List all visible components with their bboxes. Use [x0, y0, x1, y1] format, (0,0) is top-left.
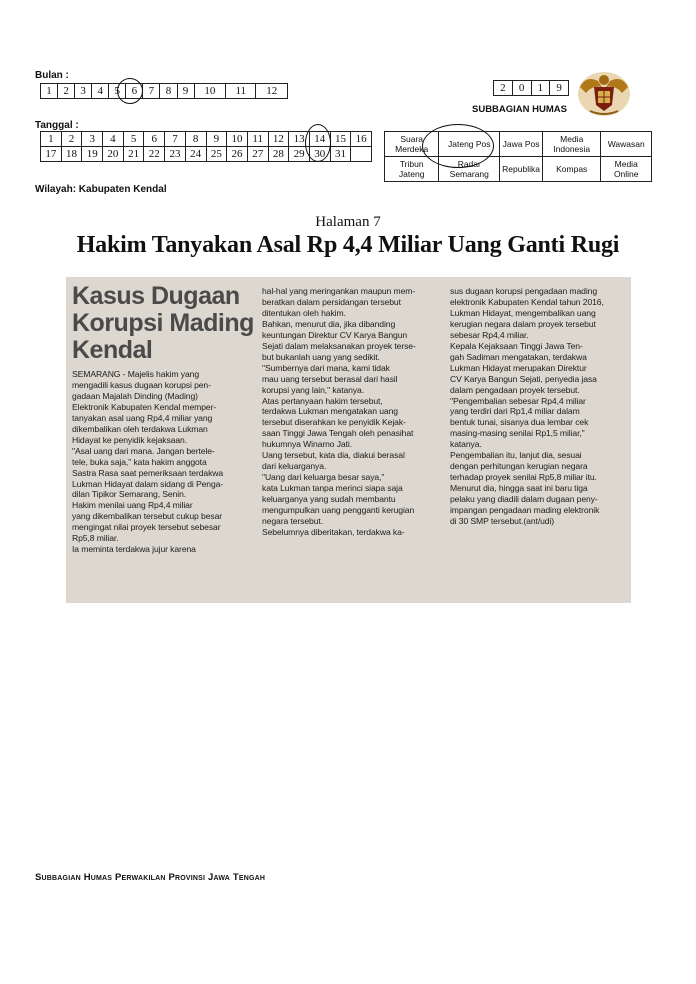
date-cell: 13	[289, 132, 310, 147]
month-table	[40, 83, 288, 99]
date-cell: 22	[144, 147, 165, 162]
clipping-text-line: mau uang tersebut berasal dari hasil	[262, 373, 398, 384]
clipping-text-line: beratkan dalam persidangan tersebut	[262, 296, 401, 307]
selected-month-circle	[117, 78, 143, 104]
date-cell: 31	[330, 147, 351, 162]
newspaper-cell: Republika	[500, 157, 543, 182]
headline-line: Kasus Dugaan	[72, 282, 240, 310]
date-cell: 7	[165, 132, 186, 147]
clipping-text-line: tele, buka saja," kata hakim anggota	[72, 456, 207, 467]
clipping-text-line: mengumpulkan uang pengganti kerugian	[262, 505, 415, 516]
clipping-text-line: Sejati dalam melaksanakan proyek terse-	[262, 340, 416, 351]
month-cell: 9	[177, 84, 194, 99]
date-cell: 4	[103, 132, 124, 147]
headline-line: Korupsi Mading	[72, 309, 254, 337]
bulan-label: Bulan :	[35, 70, 69, 81]
clipping-text-line: mengingat nilai proyek tersebut sebesar	[72, 522, 221, 533]
month-cell: 12	[256, 84, 288, 99]
date-cell: 17	[41, 147, 62, 162]
clipping-text-line: Sebelumnya diberitakan, terdakwa ka-	[262, 526, 405, 537]
clipping-text-line: Lukman Hidayat merupakan Direktur	[450, 362, 587, 373]
month-cell: 2	[58, 84, 75, 99]
clipping-text-line: SEMARANG - Majelis hakim yang	[72, 369, 199, 379]
clipping-text-line: Elektronik Kabupaten Kendal memper-	[72, 401, 217, 412]
clipping-text-line: dalam pengadaan proyek tersebut.	[450, 384, 580, 395]
year-digit-cell: 2	[494, 81, 513, 96]
date-cell: 28	[268, 147, 289, 162]
clipping-text-line: yang terdiri dari Rp1,4 miliar dalam	[450, 406, 580, 417]
clipping-column-1	[72, 369, 252, 555]
clipping-text-line: bentuk tunai, sisanya dua lembar cek	[450, 417, 589, 428]
year-table	[493, 80, 569, 96]
date-cell: 26	[227, 147, 248, 162]
subbagian-label: SUBBAGIAN HUMAS	[472, 104, 567, 115]
newspaper-cell: Radar Semarang	[439, 157, 500, 182]
clipping-text-line: Bahkan, menurut dia, jika dibanding	[262, 318, 396, 329]
page-number: Halaman 7	[315, 214, 381, 230]
clipping-text-line: Rp5,8 miliar.	[72, 533, 119, 544]
wilayah-label: Wilayah: Kabupaten Kendal	[35, 184, 167, 195]
clipping-text-line: impangan pengadaan mading elektronik	[450, 505, 600, 516]
date-cell: 25	[206, 147, 227, 162]
date-cell: 15	[330, 132, 351, 147]
date-cell: 2	[61, 132, 82, 147]
year-digit-cell: 9	[550, 81, 569, 96]
clipping-text-line: negara tersebut.	[262, 516, 323, 527]
month-cell: 4	[92, 84, 109, 99]
month-cell: 1	[41, 84, 58, 99]
date-cell: 6	[144, 132, 165, 147]
newspaper-cell: Kompas	[542, 157, 600, 182]
newspaper-cell: Jawa Pos	[500, 132, 543, 157]
clipping-text-line: Menurut dia, hingga saat ini baru tiga	[450, 483, 588, 494]
selected-newspaper-circle	[422, 124, 494, 168]
garuda-emblem-icon	[576, 67, 632, 119]
date-cell: 16	[351, 132, 372, 147]
footer-text: Subbagian Humas Perwakilan Provinsi Jawa Tengah	[35, 872, 266, 883]
date-cell: 14	[309, 132, 330, 147]
newspaper-cell: Jateng Pos	[439, 132, 500, 157]
clipping-text-line: Sastra Rasa saat pemeriksaan terdakwa	[72, 467, 224, 478]
clipping-column-2	[262, 286, 442, 538]
month-cell: 7	[143, 84, 160, 99]
clipping-text-line: hukumnya Winarno Jati.	[262, 439, 352, 450]
month-cell: 6	[126, 84, 143, 99]
clipping-text-line: Atas pertanyaan hakim tersebut,	[262, 395, 383, 406]
clipping-text-line: Lukman Hidayat, mengembalikan uang	[450, 307, 596, 318]
clipping-text-line: Hakim menilai uang Rp4,4 miliar	[72, 500, 193, 511]
clipping-text-line: katanya.	[450, 439, 482, 450]
clipping-text-line: but bukanlah uang yang sedikit.	[262, 351, 380, 362]
month-cell: 3	[75, 84, 92, 99]
empty-date-cell	[351, 147, 372, 162]
clipping-text-line: "Uang dari keluarga besar saya,"	[262, 472, 385, 483]
clipping-text-line: "Asal uang dari mana. Jangan bertele-	[72, 445, 215, 456]
date-cell: 18	[61, 147, 82, 162]
clipping-text-line: "Pengembalian sebesar Rp4,4 miliar	[450, 395, 586, 406]
article-title: Hakim Tanyakan Asal Rp 4,4 Miliar Uang Ganti Rugi	[76, 232, 620, 258]
date-cell: 8	[185, 132, 206, 147]
date-cell: 20	[103, 147, 124, 162]
newspaper-cell: Wawasan	[601, 132, 652, 157]
clipping-text-line: Kepala Kejaksaan Tinggi Jawa Ten-	[450, 340, 583, 351]
date-cell: 12	[268, 132, 289, 147]
date-cell: 30	[309, 147, 330, 162]
tanggal-label: Tanggal :	[35, 120, 79, 131]
clipping-text-line: saan Tinggi Jawa Tengah oleh penasihat	[262, 428, 414, 439]
clipping-text-line: kata Lukman tanpa merinci siapa saja	[262, 483, 403, 494]
year-digit-cell: 1	[531, 81, 550, 96]
clipping-text-line: gadaan Majalah Dinding (Mading)	[72, 390, 198, 401]
clipping-text-line: hal-hal yang meringankan maupun mem-	[262, 286, 416, 296]
year-digit-cell: 0	[512, 81, 531, 96]
clipping-text-line: keluarganya yang sudah membantu	[262, 494, 396, 505]
clipping-text-line: gah Sadiman mengatakan, terdakwa	[450, 351, 587, 362]
clipping-text-line: elektronik Kabupaten Kendal tahun 2016,	[450, 296, 604, 307]
clipping-text-line: CV Karya Bangun Sejati, penyedia jasa	[450, 373, 597, 384]
date-cell: 10	[227, 132, 248, 147]
newspaper-cell: Suara Merdeka	[385, 132, 439, 157]
clipping-text-line: mengadili kasus dugaan korupsi pen-	[72, 379, 211, 390]
date-cell: 19	[82, 147, 103, 162]
clipping-text-line: Uang tersebut, kata dia, diakui berasal	[262, 450, 405, 461]
date-cell: 9	[206, 132, 227, 147]
clipping-text-line: pelaku yang diadili dalam dugaan peny-	[450, 494, 598, 505]
clipping-text-line: tanyakan asal uang Rp4,4 miliar yang	[72, 412, 213, 423]
clipping-text-line: Lukman Hidayat dalam sidang di Penga-	[72, 478, 224, 489]
clipping-text-line: terdakwa Lukman mengatakan uang	[262, 406, 398, 417]
clipping-text-line: keuntungan Direktur CV Karya Bangun	[262, 329, 408, 340]
clipping-text-line: di 30 SMP tersebut.(ant/udi)	[450, 516, 555, 527]
clipping-headline	[72, 283, 254, 364]
clipping-text-line: sebesar Rp4,4 miliar.	[450, 329, 529, 340]
clipping-text-line: masing-masing senilai Rp1,5 miliar,"	[450, 428, 585, 439]
clipping-text-line: dikembalikan oleh terdakwa Lukman	[72, 423, 208, 434]
clipping-text-line: kerugian negara dalam proyek tersebut	[450, 318, 596, 329]
month-cell: 8	[160, 84, 177, 99]
clipping-text-line: terhadap proyek senilai Rp5,8 miliar itu.	[450, 472, 597, 483]
date-cell: 1	[41, 132, 62, 147]
month-cell: 10	[194, 84, 226, 99]
month-cell: 11	[226, 84, 256, 99]
clipping-text-line: "Sumbernya dari mana, kami tidak	[262, 362, 390, 373]
date-cell: 23	[165, 147, 186, 162]
clipping-text-line: dari keluarganya.	[262, 461, 327, 472]
clipping-column-3	[450, 286, 630, 527]
newspaper-cell: Media Online	[601, 157, 652, 182]
date-cell: 21	[123, 147, 144, 162]
clipping-text-line: korupsi yang lain," katanya.	[262, 384, 365, 395]
clipping-text-line: tersebut diserahkan ke penyidik Kejak-	[262, 417, 406, 428]
clipping-text-line: Hidayat ke penyidik kejaksaan.	[72, 434, 187, 445]
date-cell: 27	[247, 147, 268, 162]
date-cell: 5	[123, 132, 144, 147]
date-cell: 11	[247, 132, 268, 147]
clipping-text-line: ditentukan oleh hakim.	[262, 307, 346, 318]
clipping-text-line: yang dikembalikan tersebut cukup besar	[72, 511, 223, 522]
newspaper-clipping	[66, 277, 631, 603]
month-cell: 5	[109, 84, 126, 99]
date-cell: 24	[185, 147, 206, 162]
headline-line: Kendal	[72, 336, 153, 364]
date-cell: 3	[82, 132, 103, 147]
newspaper-cell: Tribun Jateng	[385, 157, 439, 182]
newspaper-cell: Media Indonesia	[542, 132, 600, 157]
clipping-text-line: dengan perhitungan kerugian negara	[450, 461, 588, 472]
clipping-text-line: sus dugaan korupsi pengadaan mading	[450, 286, 598, 296]
clipping-text-line: dilan Tipikor Semarang, Senin.	[72, 489, 187, 500]
date-cell: 29	[289, 147, 310, 162]
selected-date-circle	[305, 124, 331, 162]
clipping-text-line: Pengembalian itu, lanjut dia, sesuai	[450, 450, 582, 461]
clipping-text-line: Ia meminta terdakwa jujur karena	[72, 544, 196, 555]
